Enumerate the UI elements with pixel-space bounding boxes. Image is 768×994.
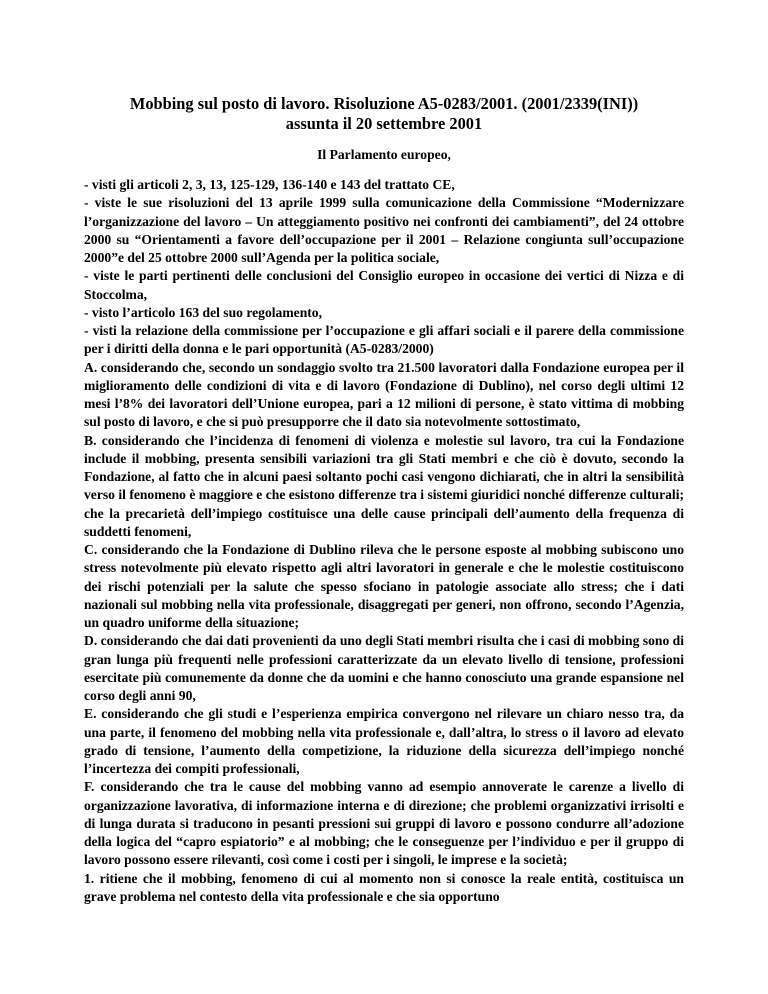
paragraph: C. considerando che la Fondazione di Dublino rileva che le persone esposte al mobbing subiscono uno stress notevolmente più elevato rispetto agli altri lavoratori in generale e che le molestie costituiscono dei rischi potenziali per la salute che spesso sfociano in patologie associate allo stress; che i dati nazionali sul mobbing nella vita professionale, disaggregati per generi, non offrono, secondo l’Agenzia, un quadro uniforme della situazione; — [84, 542, 684, 630]
document-title — [84, 94, 684, 134]
paragraph: - visti gli articoli 2, 3, 13, 125-129, 136-140 e 143 del trattato CE, — [84, 177, 455, 192]
document-page — [84, 94, 684, 906]
document-subtitle: Il Parlamento europeo, — [317, 147, 451, 162]
paragraph: - visti la relazione della commissione per l’occupazione e gli affari sociali e il parere della commissione per i diritti della donna e le pari opportunità (A5-0283/2000) — [84, 323, 684, 357]
title-line-2: assunta il 20 settembre 2001 — [285, 114, 483, 133]
paragraph: B. considerando che l’incidenza di fenomeni di violenza e molestie sul lavoro, tra cui la Fondazione include il mobbing, presenta sensibili variazioni tra gli Stati membri e che ciò è dovuto, secondo la Fondazione, al fatto che in alcuni paesi soltanto pochi casi vengono dichiarati, che in altri la sensibilità verso il fenomeno è maggiore e che esistono differenze tra i sistemi giuridici nonché differenze culturali; che la precarietà dell’impiego costituisce una delle cause principali dell’aumento della frequenza di suddetti fenomeni, — [84, 432, 684, 539]
paragraph: E. considerando che gli studi e l’esperienza empirica convergono nel rilevare un chiaro nesso tra, da una parte, il fenomeno del mobbing nella vita professionale e, dall’altra, lo stress o il lavoro ad elevato grado di tensione, l’aumento della competizione, la riduzione della sicurezza dell’impiego nonché l’incertezza dei compiti professionali, — [84, 706, 684, 776]
paragraph: - viste le sue risoluzioni del 13 aprile 1999 sulla comunicazione della Commissione “Modernizzare l’organizzazione del lavoro – Un atteggiamento positivo nei confronti dei cambiamenti”, del 24 ottobre 2000 su “Orientamenti a favore dell’occupazione per il 2001 – Relazione congiunta sull’occupazione 2000”e del 25 ottobre 2000 sull’Agenda per la politica sociale, — [84, 195, 684, 265]
title-line-1: Mobbing sul posto di lavoro. Risoluzione A5-0283/2001. (2001/2339(INI)) — [129, 94, 639, 113]
paragraph: A. considerando che, secondo un sondaggio svolto tra 21.500 lavoratori dalla Fondazione europea per il miglioramento delle condizioni di vita e di lavoro (Fondazione di Dublino), nel corso degli ultimi 12 mesi l’8% dei lavoratori dell’Unione europea, pari a 12 milioni di persone, è stato vittima di mobbing sul posto di lavoro, e che si può presupporre che il dato sia notevolmente sottostimato, — [84, 359, 684, 430]
paragraph: D. considerando che dai dati provenienti da uno degli Stati membri risulta che i casi di mobbing sono di gran lunga più frequenti nelle professioni caratterizzate da un elevato livello di tensione, professioni esercitate più comunemente da donne che da uomini e che hanno conosciuto una grande espansione nel corso degli anni 90, — [84, 633, 684, 703]
paragraph: - visto l’articolo 163 del suo regolamento, — [84, 304, 322, 320]
paragraph: F. considerando che tra le cause del mobbing vanno ad esempio annoverate le carenze a livello di organizzazione lavorativa, di informazione interna e di direzione; che problemi organizzativi irrisolti e di lunga durata si traducono in pesanti pressioni sui gruppi di lavoro e possono condurre all’adozione della logica del “capro espiatorio” e al mobbing; che le conseguenze per l’individuo e per il gruppo di lavoro possono essere rilevanti, così come i costi per i singoli, le imprese e la società; — [84, 779, 684, 868]
paragraph: 1. ritiene che il mobbing, fenomeno di cui al momento non si conosce la reale entità, costituisca un grave problema nel contesto della vita professionale e che sia opportuno — [84, 870, 684, 904]
paragraph: - viste le parti pertinenti delle conclusioni del Consiglio europeo in occasione dei vertici di Nizza e di Stoccolma, — [84, 268, 684, 302]
document-body — [84, 176, 684, 906]
